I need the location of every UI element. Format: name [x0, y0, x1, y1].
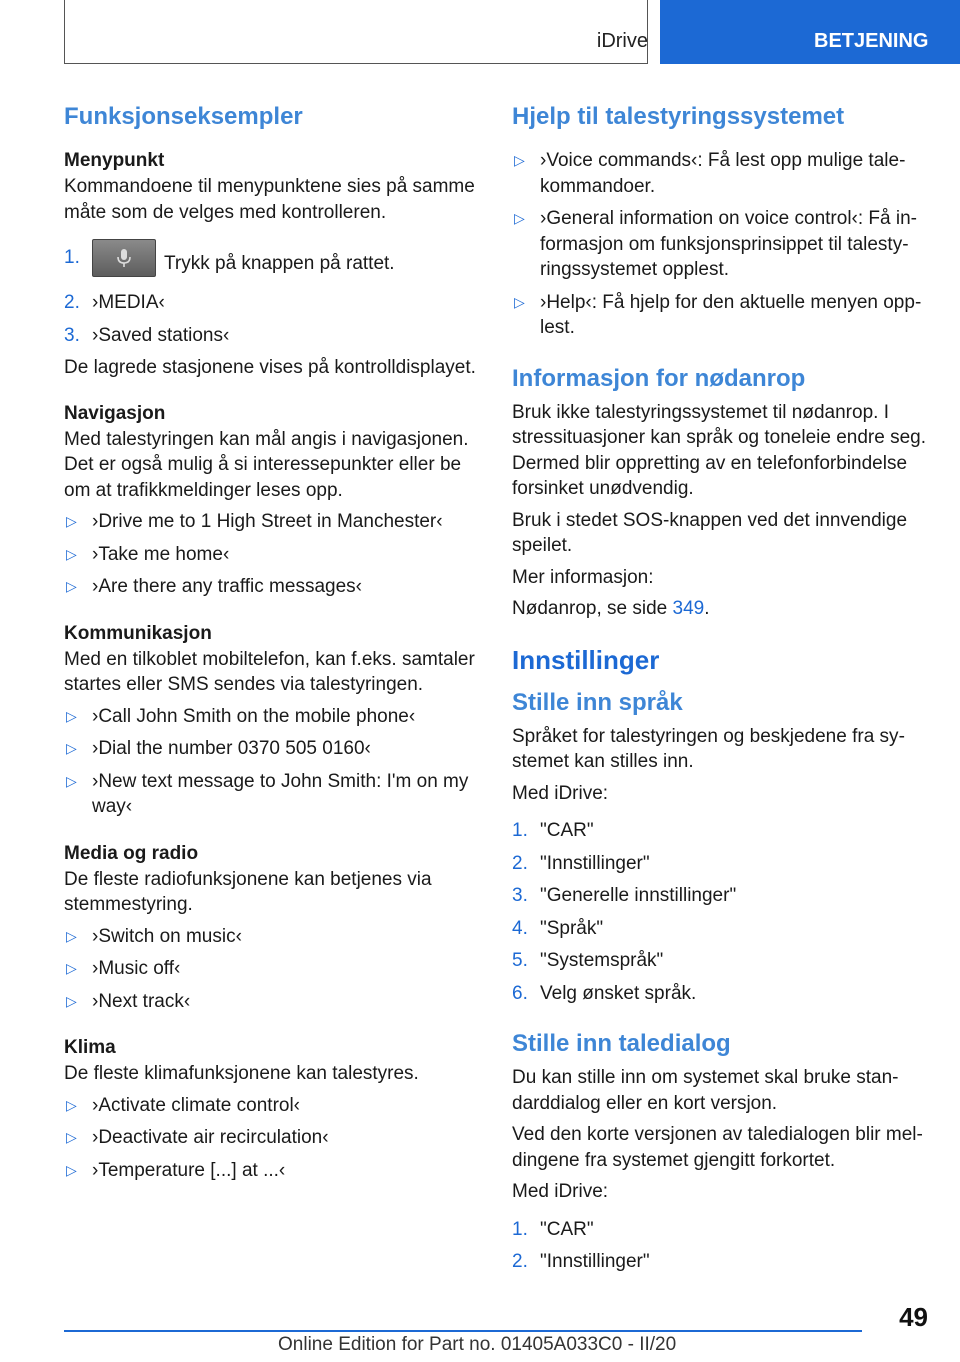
dialog-step	[512, 1217, 932, 1243]
triangle-bullet-icon: ▷	[66, 927, 77, 944]
triangle-bullet-icon: ▷	[66, 772, 77, 789]
list-item	[64, 989, 484, 1015]
list-item	[512, 290, 932, 341]
section-title-language: Stille inn språk	[512, 688, 683, 716]
step-number: 1.	[64, 247, 80, 268]
language-with-idrive: Med iDrive:	[512, 782, 609, 804]
list-item-text: ›Next track‹	[92, 990, 191, 1012]
step-text: "Innstillinger"	[540, 852, 650, 874]
header-frame	[64, 0, 648, 64]
list-item	[512, 148, 932, 199]
menu-after-text: De lagrede stasjonene vises på kontrolldisplayet.	[64, 357, 476, 378]
list-item-text: ›Voice commands‹: Få lest opp mulige talekommandoer.	[540, 150, 906, 197]
footer-edition: Online Edition for Part no. 01405A033C0 - II/20	[278, 1334, 677, 1355]
list-item-text: ›New text message to John Smith: I'm on my way‹	[92, 770, 469, 817]
microphone-icon	[116, 248, 132, 268]
subheading-navigation: Navigasjon	[64, 402, 166, 424]
step-text: "CAR"	[540, 820, 594, 841]
footer-divider	[64, 1330, 862, 1332]
dialog-text-1: Du kan stille inn om systemet skal bruke standarddialog eller en kort versjon.	[512, 1067, 899, 1114]
menu-step-1	[64, 245, 484, 283]
step-number: 1.	[512, 1218, 528, 1240]
list-item	[64, 1093, 484, 1119]
list-item-text: ›Switch on music‹	[92, 925, 242, 947]
triangle-bullet-icon: ▷	[66, 960, 77, 976]
list-item	[64, 704, 484, 730]
emergency-text-2: Bruk i stedet SOS-knappen ved det innvendige speilet.	[512, 509, 908, 556]
subheading-media: Media og radio	[64, 842, 199, 864]
emergency-text-3: Mer informasjon:	[512, 566, 654, 588]
step-text: "Innstillinger"	[540, 1251, 650, 1272]
language-text: Språket for talestyringen og beskjedene fra systemet kan stilles inn.	[512, 725, 905, 772]
subheading-menu: Menypunkt	[64, 150, 165, 171]
list-item	[512, 206, 932, 283]
section-title-help: Hjelp til talestyringssystemet	[512, 103, 845, 130]
navigation-text: Med talestyringen kan mål angis i navigasjonen. Det er også mulig å si interessepunkter eller be om at trafikkmeldinger leses opp.	[64, 428, 469, 501]
language-step	[512, 851, 932, 877]
page-number: 49	[899, 1302, 928, 1332]
section-title-examples: Funksjonseksempler	[64, 103, 303, 130]
header-chapter-tab[interactable]	[660, 0, 960, 64]
language-step	[512, 981, 932, 1007]
triangle-bullet-icon: ▷	[66, 1161, 77, 1178]
list-item-text: ›Take me home‹	[92, 543, 230, 565]
emergency-reference	[512, 596, 932, 622]
step-text: ›MEDIA‹	[92, 292, 165, 313]
step-number: 4.	[512, 917, 528, 939]
chapter-title-settings: Innstillinger	[512, 644, 660, 675]
language-step	[512, 948, 932, 974]
step-text: Velg ønsket språk.	[540, 982, 697, 1004]
step-text: "Språk"	[540, 917, 604, 939]
step-number: 2.	[512, 852, 528, 874]
step-number: 5.	[512, 950, 528, 971]
list-item	[64, 1158, 484, 1184]
voice-button-image	[92, 239, 156, 277]
list-item-text: ›Are there any traffic messages‹	[92, 576, 362, 597]
dialog-with-idrive: Med iDrive:	[512, 1181, 609, 1202]
header-section: iDrive	[596, 30, 648, 52]
list-item-text: ›Music off‹	[92, 958, 181, 979]
list-item-text: ›Help‹: Få hjelp for den aktuelle menyen opplest.	[540, 291, 922, 338]
step-text: "CAR"	[540, 1218, 594, 1240]
triangle-bullet-icon: ▷	[66, 1129, 77, 1145]
step-text: "Generelle innstillinger"	[540, 885, 737, 906]
triangle-bullet-icon: ▷	[514, 293, 525, 310]
list-item	[64, 956, 484, 982]
language-step	[512, 818, 932, 844]
step-text: Trykk på knappen på rattet.	[164, 253, 395, 275]
emergency-text-1: Bruk ikke talestyringssystemet til nødanrop. I stressituasjoner kan språk og toneleie endre seg. Dermed blir oppretting av en telefonforbindelse forsinket unødvendig.	[512, 401, 927, 499]
list-item-text: ›Temperature [...] at ...‹	[92, 1159, 286, 1181]
language-step	[512, 883, 932, 909]
triangle-bullet-icon: ▷	[66, 707, 77, 724]
reference-end: .	[704, 598, 710, 619]
step-text: "Systemspråk"	[540, 950, 664, 971]
reference-text: Nødanrop, se side	[512, 598, 673, 619]
step-number: 3.	[64, 324, 80, 346]
step-number: 3.	[512, 885, 528, 906]
list-item	[64, 542, 484, 568]
subheading-communication: Kommunikasjon	[64, 622, 212, 644]
list-item-text: ›Activate climate control‹	[92, 1094, 301, 1116]
triangle-bullet-icon: ▷	[514, 210, 525, 226]
communication-text: Med en tilkoblet mobiltelefon, kan f.eks. samtaler startes eller SMS sendes via talestyringen.	[64, 648, 475, 695]
step-number: 6.	[512, 982, 528, 1004]
triangle-bullet-icon: ▷	[66, 1096, 77, 1113]
header-chapter-label: BETJENING	[814, 30, 929, 52]
section-title-dialog: Stille inn taledialog	[512, 1030, 731, 1057]
triangle-bullet-icon: ▷	[66, 578, 77, 594]
climate-text: De fleste klimafunksjonene kan talestyres.	[64, 1063, 419, 1084]
dialog-step	[512, 1249, 932, 1275]
dialog-text-2: Ved den korte versjonen av taledialogen blir meldingene fra systemet gjengitt forkortet.	[512, 1124, 923, 1171]
right-column	[512, 100, 932, 1282]
step-number: 2.	[64, 292, 80, 313]
triangle-bullet-icon: ▷	[66, 513, 77, 529]
left-column	[64, 100, 484, 1190]
menu-step-3	[64, 323, 484, 349]
list-item	[64, 769, 484, 820]
list-item	[64, 574, 484, 600]
menu-step-2	[64, 290, 484, 316]
list-item-text: ›Dial the number 0370 505 0160‹	[92, 738, 371, 759]
triangle-bullet-icon: ▷	[66, 740, 77, 756]
list-item	[64, 1125, 484, 1151]
menu-text: Kommandoene til menypunktene sies på samme måte som de velges med kontrolleren.	[64, 176, 475, 223]
subheading-climate: Klima	[64, 1037, 116, 1058]
step-text: ›Saved stations‹	[92, 324, 230, 346]
step-number: 1.	[512, 820, 528, 841]
media-text: De fleste radiofunksjonene kan betjenes via stemmestyring.	[64, 868, 432, 915]
triangle-bullet-icon: ▷	[66, 545, 77, 562]
step-number: 2.	[512, 1251, 528, 1272]
triangle-bullet-icon: ▷	[66, 992, 77, 1009]
list-item-text: ›Drive me to 1 High Street in Manchester‹	[92, 511, 443, 532]
section-title-emergency: Informasjon for nødanrop	[512, 364, 806, 392]
page-link[interactable]: 349	[672, 598, 705, 619]
triangle-bullet-icon: ▷	[514, 152, 525, 168]
list-item	[64, 736, 484, 762]
list-item	[64, 924, 484, 950]
language-step	[512, 916, 932, 942]
list-item	[64, 509, 484, 535]
list-item-text: ›Deactivate air recirculation‹	[92, 1127, 329, 1148]
list-item-text: ›General information on voice control‹: Få informasjon om funksjonsprinsippet til talestyringssystemet opplest.	[540, 208, 917, 280]
list-item-text: ›Call John Smith on the mobile phone‹	[92, 705, 416, 727]
